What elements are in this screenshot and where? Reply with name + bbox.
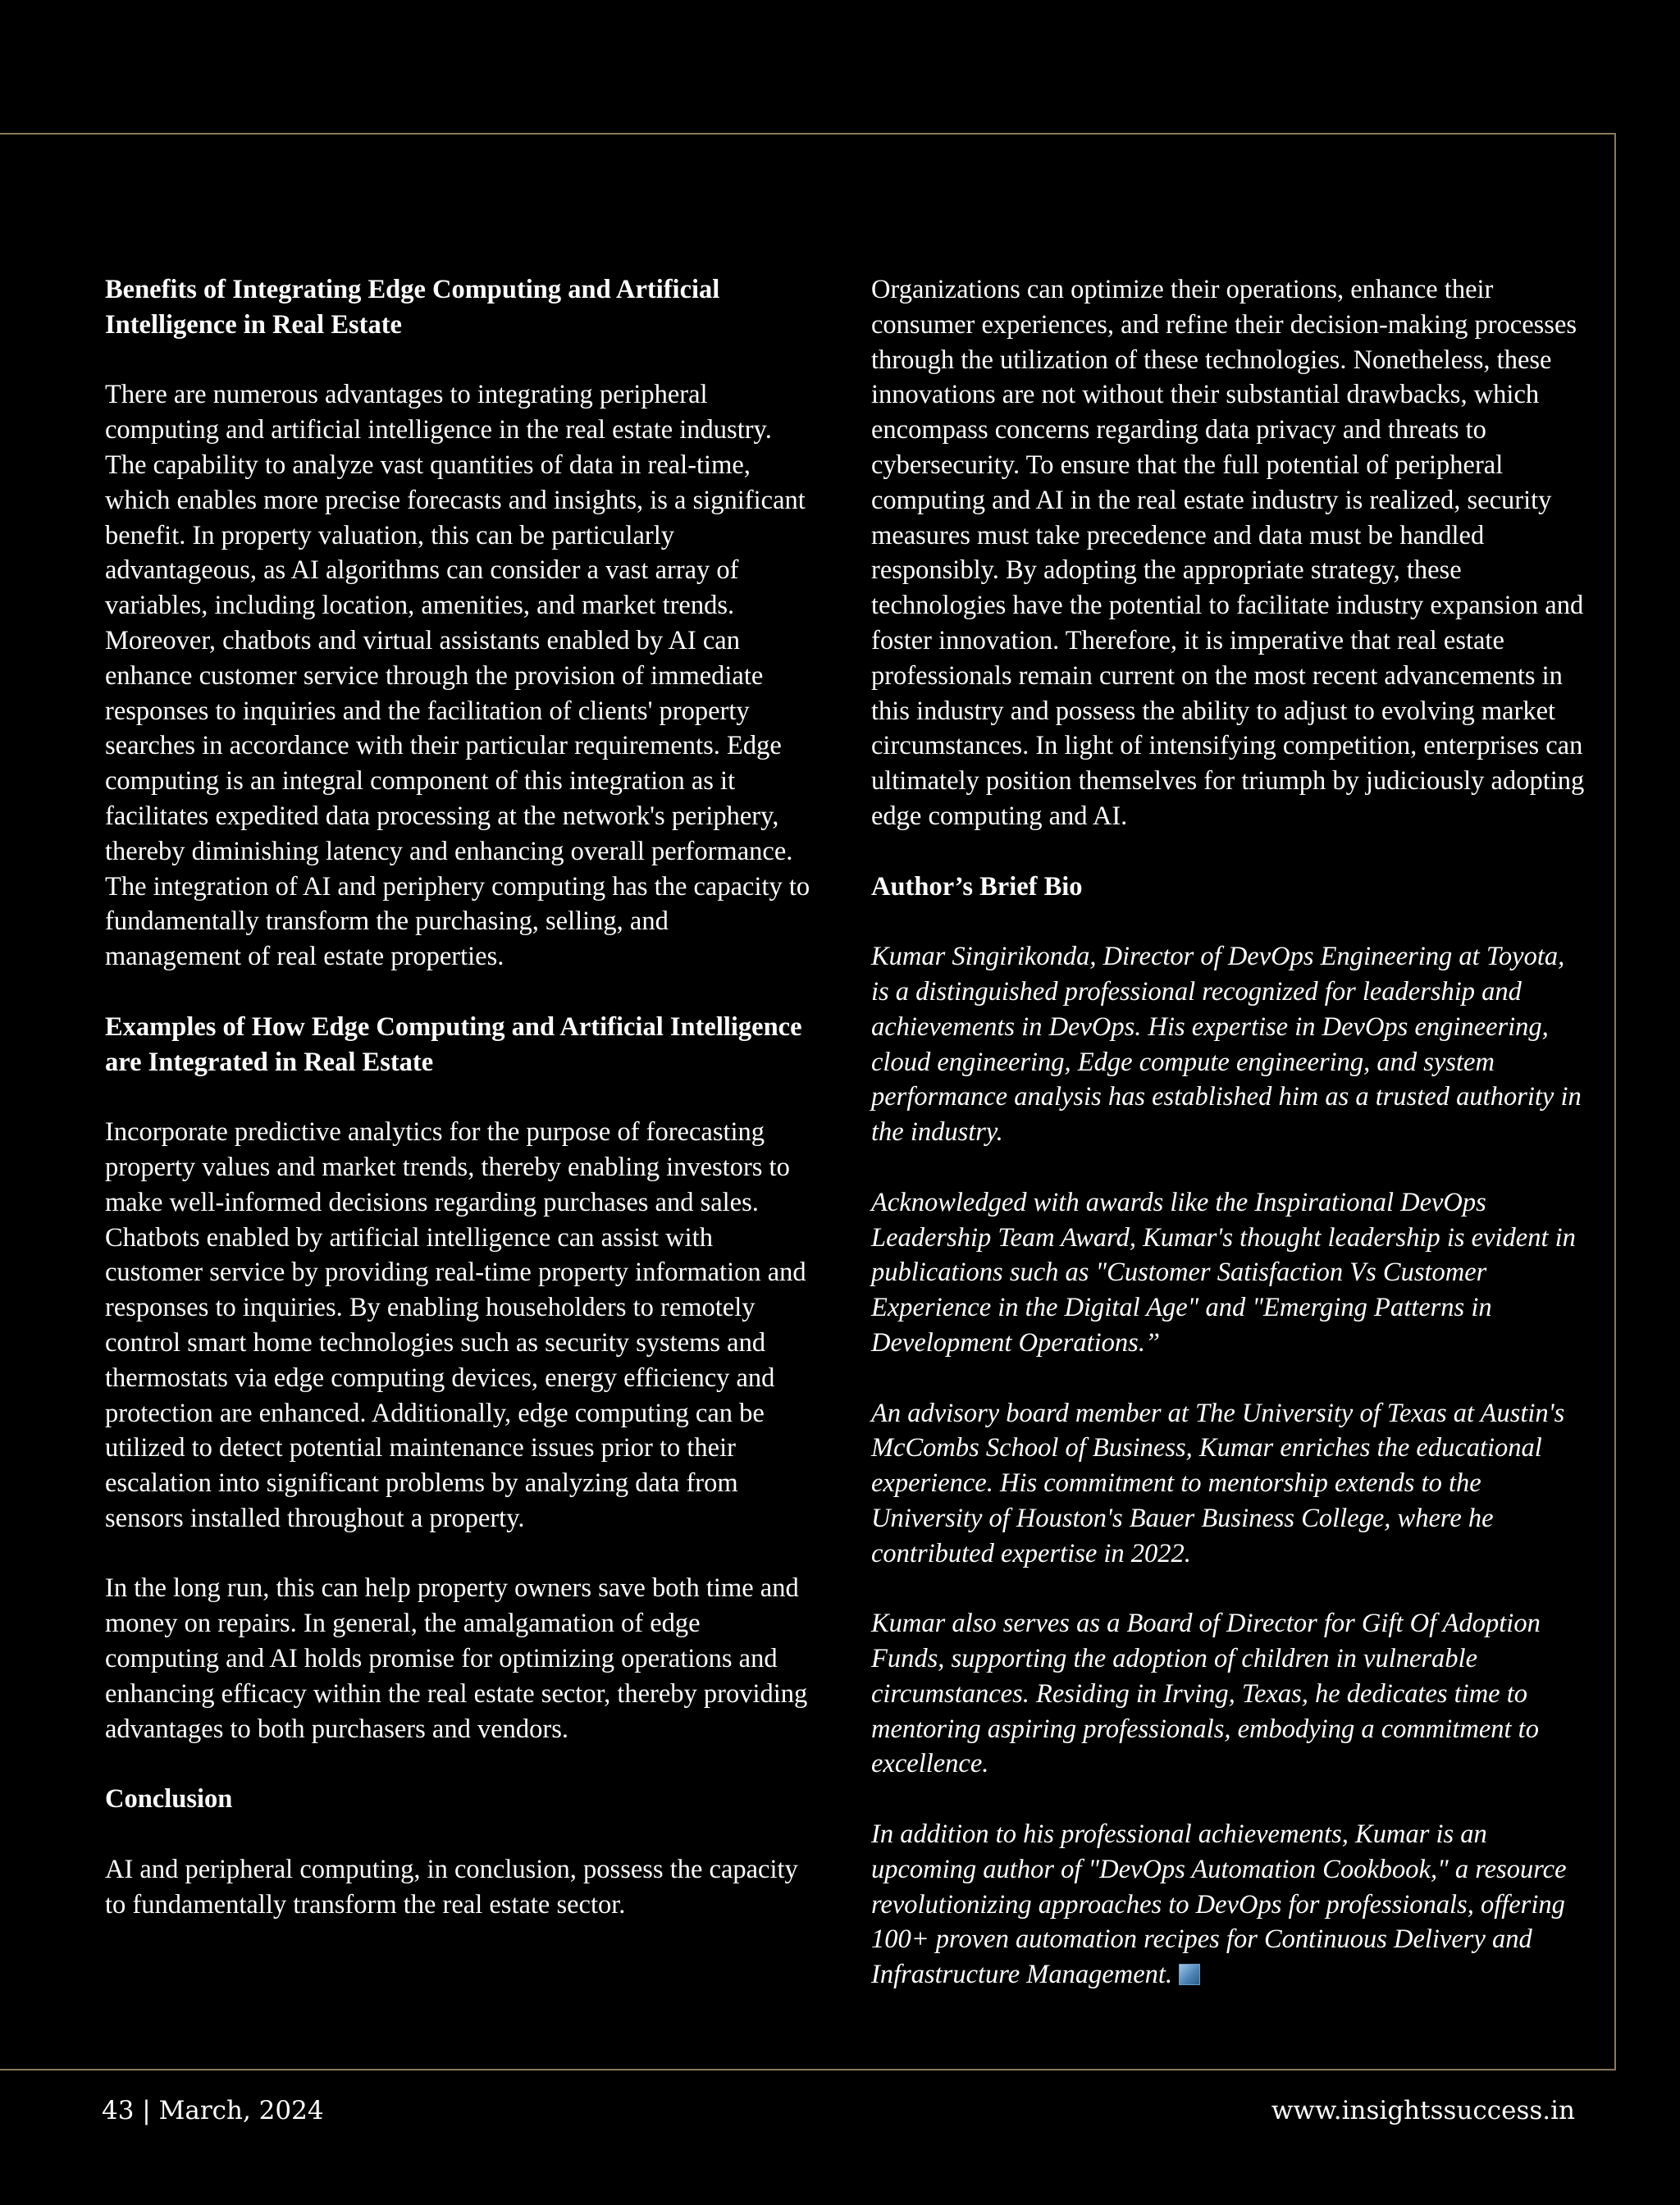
right-column: [871, 272, 1585, 2028]
page-number-and-date: 43 | March, 2024: [102, 2096, 324, 2125]
bio-paragraph-2: Acknowledged with awards like the Inspirational DevOps Leadership Team Award, Kumar's thought leadership is evident in publications such as "Customer Satisfaction Vs Customer Experience in the Digital Age" and "Emerging Patterns in Development Operations.”: [871, 1187, 1576, 1358]
examples-paragraph-1: Incorporate predictive analytics for the purpose of forecasting property values and market trends, thereby enabling investors to make well-informed decisions regarding purchases and sales. Chatbots enabled by artificial intelligence can assist with customer service by providing real-time property information and responses to inquiries. By enabling householders to remotely control smart home technologies such as security systems and thermostats via edge computing devices, energy efficiency and protection are enhanced. Additionally, edge computing can be utilized to detect potential maintenance issues prior to their escalation into significant problems by analyzing data from sensors installed throughout a property.: [105, 1117, 806, 1533]
website-url: www.insightssuccess.in: [1271, 2096, 1575, 2125]
benefits-heading: Benefits of Integrating Edge Computing and Artificial Intelligence in Real Estate: [105, 275, 720, 340]
bio-heading: Author’s Brief Bio: [871, 871, 1083, 902]
left-column: [105, 272, 810, 1957]
examples-paragraph-2: In the long run, this can help property owners save both time and money on repairs. In general, the amalgamation of edge computing and AI holds promise for optimizing operations and enhancing efficacy within the real estate sector, thereby providing advantages to both purchasers and vendors.: [105, 1573, 808, 1744]
bio-paragraph-1: Kumar Singirikonda, Director of DevOps Engineering at Toyota, is a distinguished professional recognized for leadership and achievements in DevOps. His expertise in DevOps engineering, cloud engineering, Edge compute engineering, and system performance analysis has established him as a trusted authority in the industry.: [871, 942, 1582, 1148]
conclusion-heading: Conclusion: [105, 1784, 233, 1815]
bio-paragraph-3: An advisory board member at The University of Texas at Austin's McCombs School of Business, Kumar enriches the educational experience. His commitment to mentorship extends to the University of Houston's Bauer Business College, where he contributed expertise in 2022.: [871, 1398, 1565, 1568]
bio-paragraph-5: In addition to his professional achievements, Kumar is an upcoming author of "DevOps Automation Cookbook," a resource revolutionizing approaches to DevOps for professionals, offering 100+ proven automation recipes for Continuous Delivery and Infrastructure Management.: [871, 1819, 1567, 1990]
conclusion-paragraph-continued: Organizations can optimize their operations, enhance their consumer experiences, and refine their decision-making processes through the utilization of these technologies. Nonetheless, these innovations are not without their substantial drawbacks, which encompass concerns regarding data privacy and threats to cybersecurity. To ensure that the full potential of peripheral computing and AI in the real estate industry is realized, security measures must take precedence and data must be handled responsibly. By adopting the appropriate strategy, these technologies have the potential to facilitate industry expansion and foster innovation. Therefore, it is imperative that real estate professionals remain current on the most recent advancements in this industry and possess the ability to adjust to evolving market circumstances. In light of intensifying competition, enterprises can ultimately position themselves for triumph by judiciously adopting edge computing and AI.: [871, 275, 1585, 831]
benefits-paragraph: There are numerous advantages to integrating peripheral computing and artificial intelligence in the real estate industry. The capability to analyze vast quantities of data in real-time, which enables more precise forecasts and insights, is a significant benefit. In property valuation, this can be particularly advantageous, as AI algorithms can consider a vast array of variables, including location, amenities, and market trends. Moreover, chatbots and virtual assistants enabled by AI can enhance customer service through the provision of immediate responses to inquiries and the facilitation of clients' property searches in accordance with their particular requirements. Edge computing is an integral component of this integration as it facilitates expedited data processing at the network's periphery, thereby diminishing latency and enhancing overall performance. The integration of AI and periphery computing has the capacity to fundamentally transform the purchasing, selling, and management of real estate properties.: [105, 380, 810, 972]
end-of-article-icon: [1179, 1964, 1200, 1985]
bio-paragraph-4: Kumar also serves as a Board of Director for Gift Of Adoption Funds, supporting the adoption of children in vulnerable circumstances. Residing in Irving, Texas, he dedicates time to mentoring aspiring professionals, embodying a commitment to excellence.: [871, 1609, 1541, 1779]
bio-paragraph-5-wrapper: [871, 1817, 1585, 1993]
examples-heading: Examples of How Edge Computing and Artificial Intelligence are Integrated in Real Estate: [105, 1011, 802, 1077]
conclusion-paragraph-start: AI and peripheral computing, in conclusion, possess the capacity to fundamentally transform the real estate sector.: [105, 1854, 798, 1920]
